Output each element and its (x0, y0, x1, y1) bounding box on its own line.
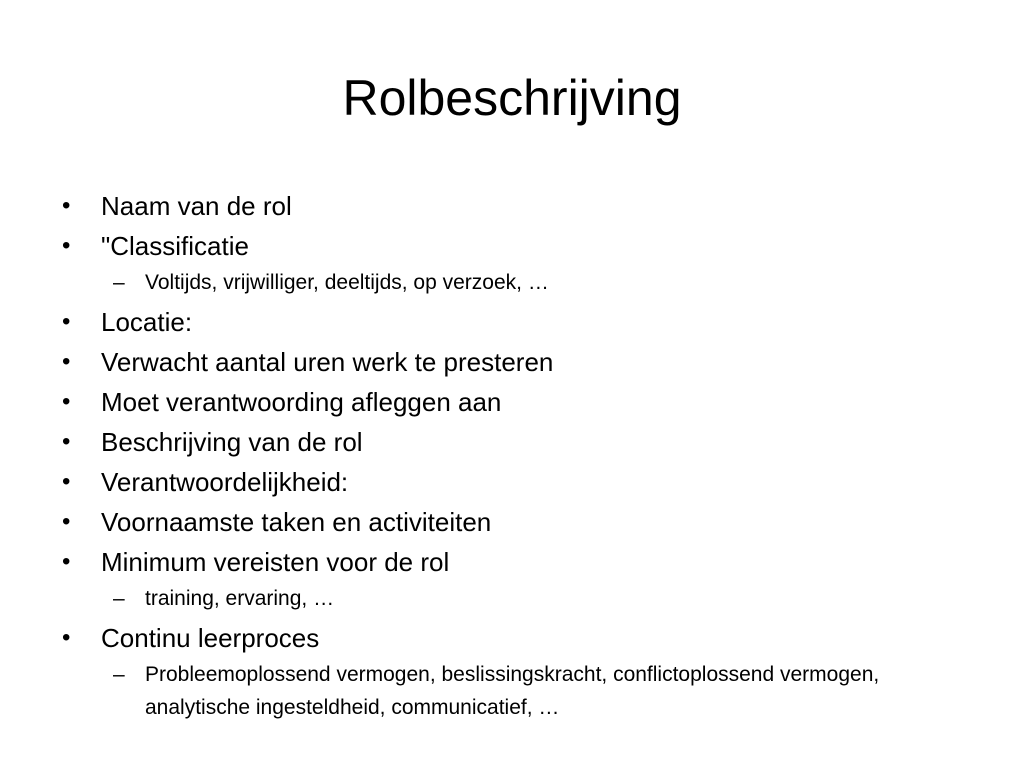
bullet-icon: • (62, 308, 71, 335)
sub-list-item (56, 658, 945, 724)
bullet-list (56, 186, 956, 724)
list-item-text: Verantwoordelijkheid: (101, 467, 349, 497)
list-item (56, 186, 956, 226)
list-item-text: Verwacht aantal uren werk te presteren (101, 347, 554, 377)
bullet-icon: • (62, 548, 71, 575)
list-item-text: Beschrijving van de rol (101, 427, 363, 457)
bullet-icon: • (62, 508, 71, 535)
list-item-text: "Classificatie (101, 231, 249, 261)
bullet-icon: • (62, 388, 71, 415)
bullet-icon: • (62, 468, 71, 495)
sub-list-item-text: Probleemoplossend vermogen, beslissingskracht, conflictoplossend vermogen, analytische ingesteldheid, communicatief, … (145, 663, 880, 719)
list-item (56, 302, 956, 342)
list-item (56, 462, 956, 502)
list-item-text: Minimum vereisten voor de rol (101, 547, 450, 577)
sub-list-item-text: training, ervaring, … (145, 587, 335, 610)
list-item (56, 226, 956, 266)
list-item-text: Voornaamste taken en activiteiten (101, 507, 492, 537)
bullet-icon: • (62, 192, 71, 219)
bullet-icon: • (62, 348, 71, 375)
bullet-icon: • (62, 428, 71, 455)
dash-icon: – (113, 587, 125, 610)
dash-icon: – (113, 663, 125, 686)
list-item (56, 502, 956, 542)
list-item-text: Continu leerproces (101, 623, 320, 653)
bullet-icon: • (62, 232, 71, 259)
sub-list-item (56, 266, 956, 302)
list-item-text: Moet verantwoording afleggen aan (101, 387, 502, 417)
sub-list-item (56, 582, 956, 618)
list-item (56, 382, 956, 422)
list-item (56, 342, 956, 382)
slide-title: Rolbeschrijving (342, 70, 682, 126)
bullet-icon: • (62, 624, 71, 651)
dash-icon: – (113, 271, 125, 294)
list-item-text: Naam van de rol (101, 191, 292, 221)
list-item (56, 618, 956, 658)
sub-list-item-text: Voltijds, vrijwilliger, deeltijds, op verzoek, … (145, 271, 549, 294)
list-item (56, 422, 956, 462)
list-item-text: Locatie: (101, 307, 193, 337)
list-item (56, 542, 956, 582)
